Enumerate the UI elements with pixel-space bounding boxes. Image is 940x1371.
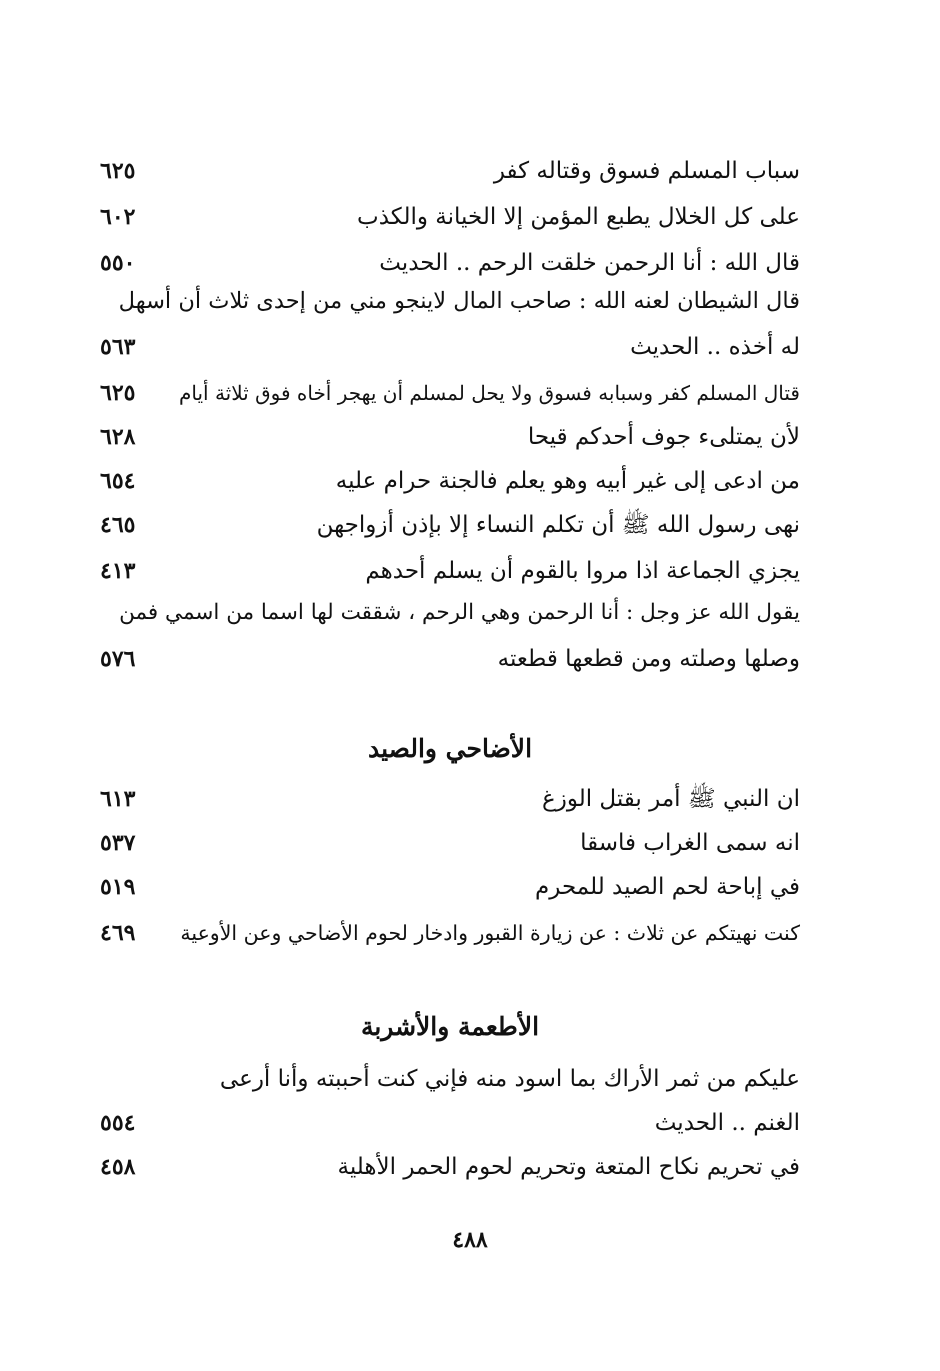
hadith-text: كنت نهيتكم عن ثلاث : عن زيارة القبور وادخار لحوم الأضاحي وعن الأوعية	[180, 921, 800, 945]
index-entry	[100, 636, 800, 682]
page-reference: ٤٦٩	[100, 920, 136, 946]
hadith-text: قال الشيطان لعنه الله : صاحب المال لاينجو مني من إحدى ثلاث أن أسهل	[118, 288, 800, 314]
index-entry	[100, 278, 800, 324]
index-entry	[100, 590, 800, 636]
page-reference: ٦١٣	[100, 786, 136, 812]
hadith-text: لأن يمتلىء جوف أحدكم قيحا	[527, 424, 800, 450]
index-entry	[100, 458, 800, 504]
hadith-text: قال الله : أنا الرحمن خلقت الرحم .. الحديث	[379, 250, 800, 276]
page-reference: ٤٥٨	[100, 1154, 136, 1180]
page-reference: ٥٥٠	[100, 250, 136, 276]
hadith-text: يقول الله عز وجل : أنا الرحمن وهي الرحم ، شققت لها اسما من اسمي فمن	[119, 600, 800, 625]
page-reference: ٥١٩	[100, 874, 136, 900]
index-entry	[100, 776, 800, 822]
page-reference: ٤١٣	[100, 558, 136, 584]
index-entry	[100, 1100, 800, 1146]
index-entry	[100, 1056, 800, 1102]
hadith-text: انه سمى الغراب فاسقا	[580, 830, 800, 856]
hadith-text: ان النبي ﷺ أمر بقتل الوزغ	[542, 786, 800, 812]
page-reference: ٥٦٣	[100, 334, 136, 360]
page-reference: ٦٥٤	[100, 468, 136, 494]
index-entry	[100, 502, 800, 548]
index-entry	[100, 820, 800, 866]
hadith-text: نهى رسول الله ﷺ أن تكلم النساء إلا بإذن أزواجهن	[316, 512, 800, 538]
hadith-text: وصلها وصلته ومن قطعها قطعته	[497, 646, 800, 672]
index-entry	[100, 910, 800, 956]
index-entry	[100, 864, 800, 910]
page-reference: ٦٢٥	[100, 158, 136, 184]
page-reference: ٤٦٥	[100, 512, 136, 538]
index-entry	[100, 148, 800, 194]
page-number: ٤٨٨	[452, 1227, 488, 1253]
index-entry	[100, 194, 800, 240]
hadith-text: يجزي الجماعة اذا مروا بالقوم أن يسلم أحدهم	[365, 558, 800, 584]
hadith-text: قتال المسلم كفر وسبابه فسوق ولا يحل لمسلم أن يهجر أخاه فوق ثلاثة أيام	[179, 381, 800, 405]
index-entry	[100, 370, 800, 416]
section-heading: الأطعمة والأشربة	[360, 1012, 540, 1041]
index-entry	[100, 324, 800, 370]
hadith-text: الغنم .. الحديث	[654, 1110, 800, 1136]
page-reference: ٦٠٢	[100, 204, 136, 230]
page-reference: ٥٥٤	[100, 1110, 136, 1136]
hadith-text: له أخذه .. الحديث	[630, 334, 800, 360]
hadith-text: سباب المسلم فسوق وقتاله كفر	[493, 158, 800, 184]
page-reference: ٥٣٧	[100, 830, 136, 856]
hadith-text: في إباحة لحم الصيد للمحرم	[535, 874, 800, 900]
hadith-text: في تحريم نكاح المتعة وتحريم لحوم الحمر الأهلية	[337, 1154, 800, 1180]
index-entry	[100, 548, 800, 594]
hadith-text: عليكم من ثمر الأراك بما اسود منه فإني كنت أحببته وأنا أرعى	[219, 1066, 800, 1092]
page-reference: ٦٢٨	[100, 424, 136, 450]
section-heading: الأضاحي والصيد	[367, 734, 533, 763]
hadith-text: من ادعى إلى غير أبيه وهو يعلم فالجنة حرام عليه	[335, 468, 800, 494]
page-reference: ٦٢٥	[100, 380, 136, 406]
page-reference: ٥٧٦	[100, 646, 136, 672]
hadith-text: على كل الخلال يطبع المؤمن إلا الخيانة والكذب	[357, 204, 800, 230]
index-entry	[100, 1144, 800, 1190]
index-entry	[100, 414, 800, 460]
